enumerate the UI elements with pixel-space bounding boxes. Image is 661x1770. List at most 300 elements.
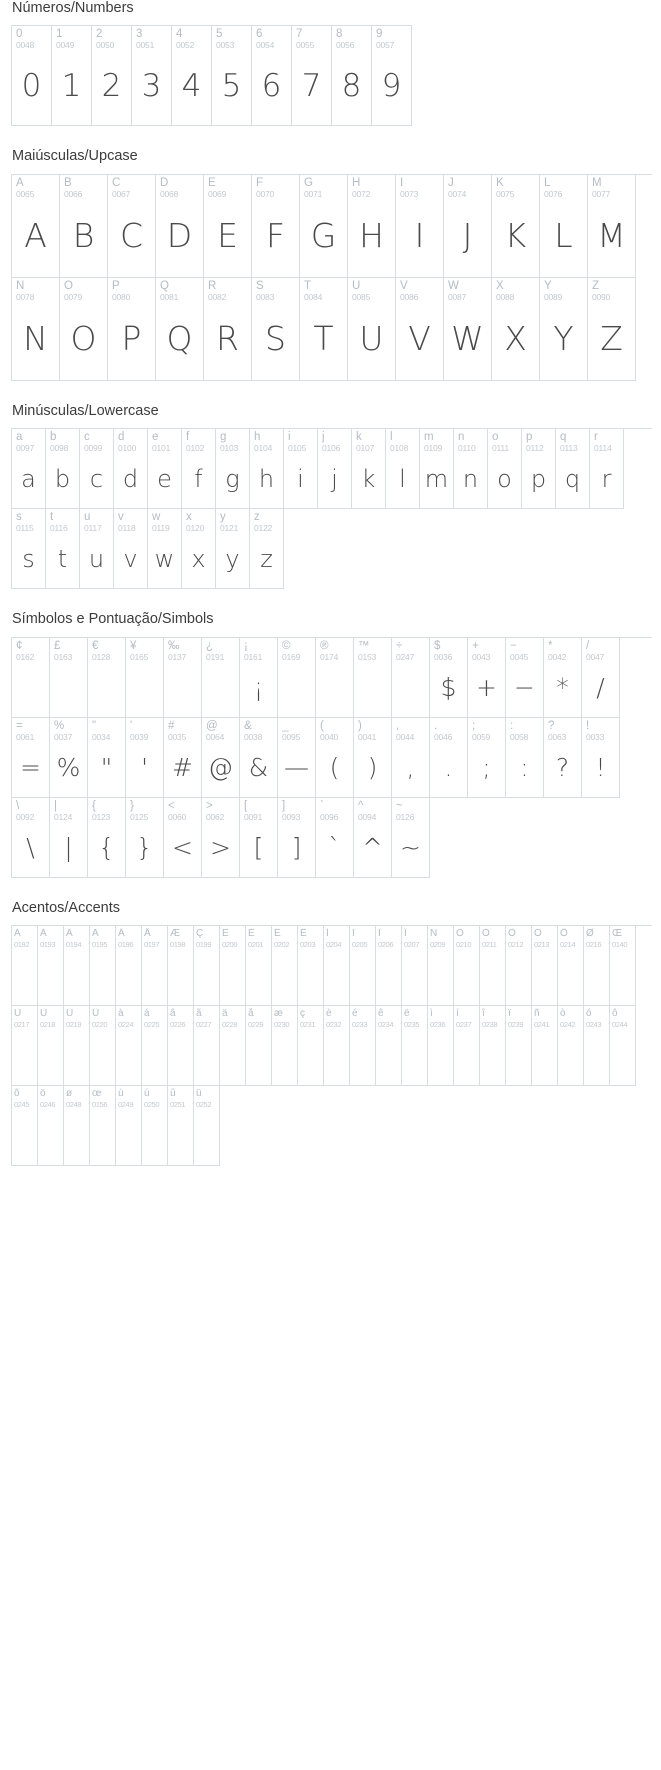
- glyph-cell[interactable]: [392, 798, 430, 878]
- glyph-cell-header: [64, 926, 89, 952]
- glyph-cell[interactable]: [46, 429, 80, 509]
- glyph-cell-header: [492, 175, 539, 201]
- glyph-cell[interactable]: [278, 798, 316, 878]
- glyph-cell[interactable]: [300, 278, 348, 381]
- glyph-cell-render: r: [601, 464, 612, 493]
- glyph-cell-char: 6: [256, 28, 263, 41]
- glyph-cell-render: [532, 1032, 557, 1085]
- glyph-cell-code: 0200: [222, 939, 238, 949]
- glyph-cell-char: œ: [92, 1087, 102, 1099]
- glyph-cell-render: [428, 1032, 453, 1085]
- glyph-cell-char: ù: [118, 1087, 124, 1099]
- glyph-cell-code: 0140: [612, 939, 628, 949]
- glyph-cell[interactable]: [272, 926, 298, 1006]
- glyph-cell[interactable]: [376, 1006, 402, 1086]
- glyph-cell[interactable]: [194, 1086, 220, 1166]
- glyph-cell[interactable]: [420, 429, 454, 509]
- glyph-cell-header: [316, 638, 353, 664]
- glyph-cell-header: [60, 278, 107, 304]
- glyph-cell-header: [354, 798, 391, 824]
- glyph-cell[interactable]: [12, 509, 46, 589]
- glyph-cell-char: å: [248, 1007, 254, 1019]
- glyph-cell-render: [402, 952, 427, 1005]
- glyph-cell-render: [12, 1032, 37, 1085]
- glyph-cell-char: Ö: [560, 927, 568, 939]
- glyph-cell-render: B: [72, 216, 95, 256]
- glyph-cell[interactable]: [38, 1006, 64, 1086]
- glyph-cell-header: [332, 26, 371, 52]
- glyph-cell[interactable]: [64, 926, 90, 1006]
- glyph-cell[interactable]: [252, 175, 300, 278]
- glyph-cell-char: ÷: [396, 639, 403, 652]
- glyph-cell[interactable]: [352, 429, 386, 509]
- glyph-cell-header: [108, 278, 155, 304]
- glyph-cell-render: ,: [406, 752, 415, 782]
- glyph-cell[interactable]: [298, 1006, 324, 1086]
- glyph-cell-code: 0045: [510, 651, 529, 662]
- glyph-cell-char: Ä: [118, 927, 125, 939]
- glyph-cell-char: C: [112, 176, 121, 189]
- glyph-cell[interactable]: [168, 926, 194, 1006]
- glyph-cell-header: [544, 638, 581, 664]
- glyph-cell[interactable]: [182, 429, 216, 509]
- glyph-cell[interactable]: [12, 638, 50, 718]
- glyph-cell[interactable]: [506, 718, 544, 798]
- glyph-cell[interactable]: [292, 26, 332, 126]
- glyph-grid-lowercase: [11, 428, 652, 589]
- glyph-cell[interactable]: [488, 429, 522, 509]
- glyph-cell[interactable]: [12, 175, 60, 278]
- glyph-cell[interactable]: [202, 638, 240, 718]
- glyph-cell[interactable]: [114, 509, 148, 589]
- glyph-cell[interactable]: [116, 1086, 142, 1166]
- glyph-cell[interactable]: [142, 926, 168, 1006]
- glyph-cell[interactable]: [428, 1006, 454, 1086]
- glyph-cell-header: [278, 718, 315, 744]
- glyph-cell[interactable]: [64, 1006, 90, 1086]
- glyph-cell[interactable]: [350, 1006, 376, 1086]
- glyph-cell-code: 0120: [186, 523, 205, 534]
- glyph-cell-code: 0137: [168, 651, 187, 662]
- glyph-cell[interactable]: [430, 638, 468, 718]
- glyph-cell-render: ~: [400, 832, 421, 862]
- glyph-cell-code: 0234: [378, 1019, 394, 1029]
- glyph-cell-char: i: [288, 431, 291, 444]
- glyph-cell[interactable]: [324, 926, 350, 1006]
- glyph-cell-render: ?: [555, 752, 570, 782]
- glyph-cell-char: ü: [196, 1087, 202, 1099]
- glyph-cell[interactable]: [12, 1006, 38, 1086]
- glyph-cell[interactable]: [202, 718, 240, 798]
- glyph-cell[interactable]: [116, 926, 142, 1006]
- glyph-cell[interactable]: [582, 718, 620, 798]
- glyph-cell[interactable]: [480, 1006, 506, 1086]
- glyph-cell[interactable]: [194, 926, 220, 1006]
- glyph-cell-code: 0122: [254, 523, 273, 534]
- glyph-cell-char: n: [458, 431, 465, 444]
- glyph-cell[interactable]: [88, 798, 126, 878]
- glyph-cell[interactable]: [402, 926, 428, 1006]
- section-title-symbols: Símbolos e Pontuação/Simbols: [12, 611, 214, 628]
- glyph-cell-header: [126, 798, 163, 824]
- glyph-cell-char: ¢: [16, 639, 23, 652]
- glyph-cell-char: ': [130, 719, 133, 732]
- glyph-cell-char: €: [92, 639, 99, 652]
- glyph-cell-char: Ù: [14, 1007, 22, 1019]
- glyph-cell-char: a: [16, 431, 23, 444]
- glyph-cell[interactable]: [506, 926, 532, 1006]
- glyph-cell[interactable]: [114, 429, 148, 509]
- glyph-cell[interactable]: [12, 718, 50, 798]
- glyph-cell[interactable]: [492, 175, 540, 278]
- glyph-cell[interactable]: [64, 1086, 90, 1166]
- glyph-cell[interactable]: [156, 175, 204, 278]
- glyph-cell-code: 0058: [510, 731, 529, 742]
- glyph-cell[interactable]: [60, 278, 108, 381]
- glyph-cell[interactable]: [278, 718, 316, 798]
- glyph-cell[interactable]: [372, 26, 412, 126]
- glyph-cell-header: [272, 1006, 297, 1032]
- glyph-cell[interactable]: [240, 718, 278, 798]
- glyph-cell-code: 0225: [144, 1019, 160, 1029]
- glyph-cell[interactable]: [88, 718, 126, 798]
- glyph-cell-code: 0093: [282, 811, 301, 822]
- glyph-cell-header: [348, 278, 395, 304]
- glyph-cell-header: [38, 926, 63, 952]
- glyph-cell[interactable]: [148, 429, 182, 509]
- glyph-cell[interactable]: [316, 718, 354, 798]
- glyph-cell[interactable]: [246, 1006, 272, 1086]
- glyph-cell-code: 0219: [66, 1019, 82, 1029]
- glyph-cell[interactable]: [454, 926, 480, 1006]
- glyph-cell-char: Ã: [92, 927, 99, 939]
- glyph-cell[interactable]: [454, 1006, 480, 1086]
- glyph-cell[interactable]: [532, 926, 558, 1006]
- glyph-cell-header: [164, 718, 201, 744]
- glyph-cell[interactable]: [168, 1006, 194, 1086]
- glyph-cell[interactable]: [148, 509, 182, 589]
- glyph-cell[interactable]: [492, 278, 540, 381]
- glyph-cell[interactable]: [50, 718, 88, 798]
- glyph-cell-code: 0233: [352, 1019, 368, 1029]
- glyph-cell-code: 0203: [300, 939, 316, 949]
- glyph-cell[interactable]: [240, 638, 278, 718]
- glyph-cell[interactable]: [90, 1086, 116, 1166]
- glyph-cell[interactable]: [212, 26, 252, 126]
- glyph-cell-header: [376, 1006, 401, 1032]
- glyph-cell[interactable]: [12, 798, 50, 878]
- glyph-cell[interactable]: [544, 718, 582, 798]
- glyph-cell[interactable]: [142, 1006, 168, 1086]
- glyph-cell[interactable]: [164, 718, 202, 798]
- glyph-cell-render: [194, 952, 219, 1005]
- glyph-cell-char: E: [208, 176, 216, 189]
- glyph-cell[interactable]: [52, 26, 92, 126]
- glyph-cell-code: 0079: [64, 291, 83, 302]
- glyph-cell[interactable]: [46, 509, 80, 589]
- glyph-cell-render: [402, 1032, 427, 1085]
- glyph-cell[interactable]: [246, 926, 272, 1006]
- section-title-accents: Acentos/Accents: [12, 899, 120, 916]
- glyph-cell[interactable]: [80, 429, 114, 509]
- glyph-cell[interactable]: [50, 638, 88, 718]
- glyph-cell-code: 0153: [358, 651, 377, 662]
- glyph-cell-char: k: [356, 431, 362, 444]
- glyph-cell-char: b: [50, 431, 57, 444]
- glyph-cell-render: [376, 952, 401, 1005]
- glyph-cell[interactable]: [216, 429, 250, 509]
- glyph-cell[interactable]: [240, 798, 278, 878]
- glyph-cell-render: [246, 1032, 271, 1085]
- glyph-cell-header: [430, 638, 467, 664]
- glyph-cell[interactable]: [392, 638, 430, 718]
- glyph-cell[interactable]: [12, 429, 46, 509]
- glyph-cell[interactable]: [468, 718, 506, 798]
- glyph-cell-char: @: [206, 719, 218, 732]
- glyph-cell[interactable]: [348, 278, 396, 381]
- glyph-cell-code: 0113: [560, 443, 578, 454]
- glyph-cell-char: (: [320, 719, 324, 732]
- glyph-cell-char: /: [586, 639, 590, 652]
- glyph-cell[interactable]: [402, 1006, 428, 1086]
- glyph-cell[interactable]: [544, 638, 582, 718]
- glyph-cell[interactable]: [324, 1006, 350, 1086]
- glyph-cell[interactable]: [444, 278, 492, 381]
- glyph-cell[interactable]: [506, 638, 544, 718]
- glyph-cell[interactable]: [204, 278, 252, 381]
- glyph-cell[interactable]: [80, 509, 114, 589]
- glyph-cell-render: [558, 1032, 583, 1085]
- glyph-cell[interactable]: [12, 926, 38, 1006]
- glyph-cell[interactable]: [590, 429, 624, 509]
- glyph-cell[interactable]: [318, 429, 352, 509]
- glyph-cell[interactable]: [252, 26, 292, 126]
- glyph-cell-header: [114, 429, 147, 455]
- glyph-cell[interactable]: [392, 718, 430, 798]
- glyph-cell-header: [90, 1086, 115, 1112]
- glyph-cell-render: [64, 1032, 89, 1085]
- glyph-cell-char: ®: [320, 639, 329, 652]
- glyph-cell-header: [396, 175, 443, 201]
- glyph-cell-char: Ñ: [430, 927, 438, 939]
- glyph-cell-header: [324, 1006, 349, 1032]
- glyph-cell-render: [168, 952, 193, 1005]
- glyph-cell[interactable]: [386, 429, 420, 509]
- glyph-cell-char: ï: [508, 1007, 511, 1019]
- glyph-cell-char: 2: [96, 28, 103, 41]
- glyph-cell[interactable]: [164, 638, 202, 718]
- glyph-cell[interactable]: [12, 278, 60, 381]
- glyph-cell-header: [212, 26, 251, 52]
- glyph-cell[interactable]: [182, 509, 216, 589]
- glyph-cell[interactable]: [12, 26, 52, 126]
- glyph-cell-header: [194, 1086, 219, 1112]
- glyph-cell[interactable]: [558, 1006, 584, 1086]
- glyph-cell[interactable]: [220, 926, 246, 1006]
- glyph-cell-render: [324, 1032, 349, 1085]
- glyph-cell[interactable]: [428, 926, 454, 1006]
- glyph-cell[interactable]: [588, 175, 636, 278]
- glyph-cell-char: æ: [274, 1007, 283, 1019]
- glyph-cell-char: Õ: [534, 927, 542, 939]
- glyph-cell-char: û: [170, 1087, 176, 1099]
- glyph-cell[interactable]: [108, 175, 156, 278]
- glyph-cell-code: 0214: [560, 939, 576, 949]
- glyph-cell[interactable]: [556, 429, 590, 509]
- glyph-cell-code: 0198: [170, 939, 186, 949]
- glyph-cell-header: [12, 429, 45, 455]
- glyph-cell-char: ä: [222, 1007, 228, 1019]
- glyph-cell[interactable]: [610, 926, 636, 1006]
- glyph-cell-char: Q: [160, 279, 169, 292]
- glyph-cell[interactable]: [272, 1006, 298, 1086]
- glyph-cell[interactable]: [354, 798, 392, 878]
- glyph-cell[interactable]: [558, 926, 584, 1006]
- glyph-cell-char: −: [510, 639, 517, 652]
- glyph-cell[interactable]: [172, 26, 212, 126]
- section-title-upcase: Maiúsculas/Upcase: [12, 148, 138, 165]
- glyph-cell[interactable]: [60, 175, 108, 278]
- glyph-cell[interactable]: [278, 638, 316, 718]
- glyph-cell-render: [38, 952, 63, 1005]
- glyph-cell-header: [354, 718, 391, 744]
- glyph-cell-render: G: [310, 216, 337, 256]
- glyph-cell[interactable]: [252, 278, 300, 381]
- glyph-cell[interactable]: [220, 1006, 246, 1086]
- glyph-cell[interactable]: [454, 429, 488, 509]
- glyph-cell[interactable]: [532, 1006, 558, 1086]
- glyph-cell-code: 0195: [92, 939, 108, 949]
- glyph-cell-header: [376, 926, 401, 952]
- glyph-cell-char: ): [358, 719, 362, 732]
- glyph-cell-render: [298, 1032, 323, 1085]
- glyph-cell[interactable]: [90, 926, 116, 1006]
- glyph-cell-render: !: [595, 752, 606, 782]
- glyph-cell-char: y: [220, 511, 226, 524]
- glyph-cell-char: ú: [144, 1087, 150, 1099]
- glyph-cell[interactable]: [284, 429, 318, 509]
- glyph-cell[interactable]: [164, 798, 202, 878]
- glyph-cell-code: 0249: [118, 1099, 134, 1109]
- glyph-cell[interactable]: [396, 278, 444, 381]
- glyph-cell-render: L: [554, 216, 573, 256]
- glyph-cell-code: 0248: [66, 1099, 82, 1109]
- glyph-cell-char: 1: [56, 28, 63, 41]
- glyph-cell-char: ö: [40, 1087, 46, 1099]
- glyph-cell-char: À: [14, 927, 21, 939]
- glyph-cell[interactable]: [298, 926, 324, 1006]
- glyph-cell[interactable]: [90, 1006, 116, 1086]
- glyph-cell[interactable]: [204, 175, 252, 278]
- glyph-cell[interactable]: [156, 278, 204, 381]
- glyph-cell[interactable]: [354, 718, 392, 798]
- glyph-cell[interactable]: [132, 26, 172, 126]
- glyph-cell[interactable]: [444, 175, 492, 278]
- glyph-cell[interactable]: [584, 1006, 610, 1086]
- glyph-cell-header: [88, 638, 125, 664]
- glyph-cell-char: m: [424, 431, 434, 444]
- glyph-cell[interactable]: [92, 26, 132, 126]
- glyph-cell[interactable]: [88, 638, 126, 718]
- glyph-cell[interactable]: [588, 278, 636, 381]
- glyph-cell[interactable]: [300, 175, 348, 278]
- glyph-cell[interactable]: [126, 798, 164, 878]
- glyph-cell-render: `: [328, 832, 341, 862]
- glyph-cell[interactable]: [354, 638, 392, 718]
- glyph-cell[interactable]: [348, 175, 396, 278]
- glyph-cell-header: [298, 926, 323, 952]
- glyph-cell[interactable]: [202, 798, 240, 878]
- glyph-cell[interactable]: [38, 1086, 64, 1166]
- glyph-cell[interactable]: [12, 1086, 38, 1166]
- glyph-cell-code: 0104: [254, 443, 273, 454]
- glyph-cell[interactable]: [376, 926, 402, 1006]
- glyph-cell[interactable]: [506, 1006, 532, 1086]
- glyph-cell-char: Ú: [40, 1007, 48, 1019]
- glyph-cell-code: 0110: [458, 443, 476, 454]
- glyph-cell-code: 0125: [130, 811, 149, 822]
- glyph-cell[interactable]: [540, 278, 588, 381]
- glyph-cell[interactable]: [126, 638, 164, 718]
- glyph-cell[interactable]: [610, 1006, 636, 1086]
- glyph-cell[interactable]: [468, 638, 506, 718]
- glyph-cell-header: [168, 1006, 193, 1032]
- glyph-cell-code: 0118: [118, 523, 136, 534]
- glyph-cell[interactable]: [522, 429, 556, 509]
- glyph-cell-char: u: [84, 511, 91, 524]
- glyph-cell-code: 0095: [282, 731, 301, 742]
- glyph-cell-render: X: [504, 319, 527, 359]
- glyph-cell-code: 0216: [586, 939, 602, 949]
- glyph-cell[interactable]: [480, 926, 506, 1006]
- glyph-cell-render: \: [26, 832, 35, 862]
- glyph-cell-render: [142, 1032, 167, 1085]
- glyph-cell[interactable]: [582, 638, 620, 718]
- glyph-cell[interactable]: [316, 638, 354, 718]
- glyph-cell[interactable]: [250, 509, 284, 589]
- glyph-cell-code: 0034: [92, 731, 111, 742]
- glyph-grid-accents: [11, 925, 652, 1166]
- glyph-cell-header: [610, 926, 635, 952]
- glyph-cell-header: [240, 718, 277, 744]
- glyph-cell-code: 0174: [320, 651, 339, 662]
- glyph-cell[interactable]: [250, 429, 284, 509]
- glyph-cell[interactable]: [108, 278, 156, 381]
- glyph-cell[interactable]: [316, 798, 354, 878]
- glyph-cell[interactable]: [430, 718, 468, 798]
- glyph-cell[interactable]: [540, 175, 588, 278]
- glyph-cell[interactable]: [194, 1006, 220, 1086]
- glyph-cell[interactable]: [216, 509, 250, 589]
- glyph-grid-numbers: [11, 25, 412, 126]
- glyph-cell[interactable]: [350, 926, 376, 1006]
- glyph-cell[interactable]: [126, 718, 164, 798]
- glyph-cell[interactable]: [332, 26, 372, 126]
- glyph-cell-header: [64, 1086, 89, 1112]
- glyph-cell[interactable]: [584, 926, 610, 1006]
- glyph-cell[interactable]: [50, 798, 88, 878]
- glyph-cell[interactable]: [38, 926, 64, 1006]
- glyph-cell-char: \: [16, 799, 20, 812]
- glyph-cell-render: 1: [61, 67, 82, 104]
- glyph-cell[interactable]: [116, 1006, 142, 1086]
- glyph-cell-char: ,: [396, 719, 400, 732]
- glyph-cell[interactable]: [396, 175, 444, 278]
- glyph-cell[interactable]: [168, 1086, 194, 1166]
- glyph-cell-render: Q: [166, 319, 193, 359]
- glyph-cell[interactable]: [142, 1086, 168, 1166]
- glyph-cell-header: [506, 1006, 531, 1032]
